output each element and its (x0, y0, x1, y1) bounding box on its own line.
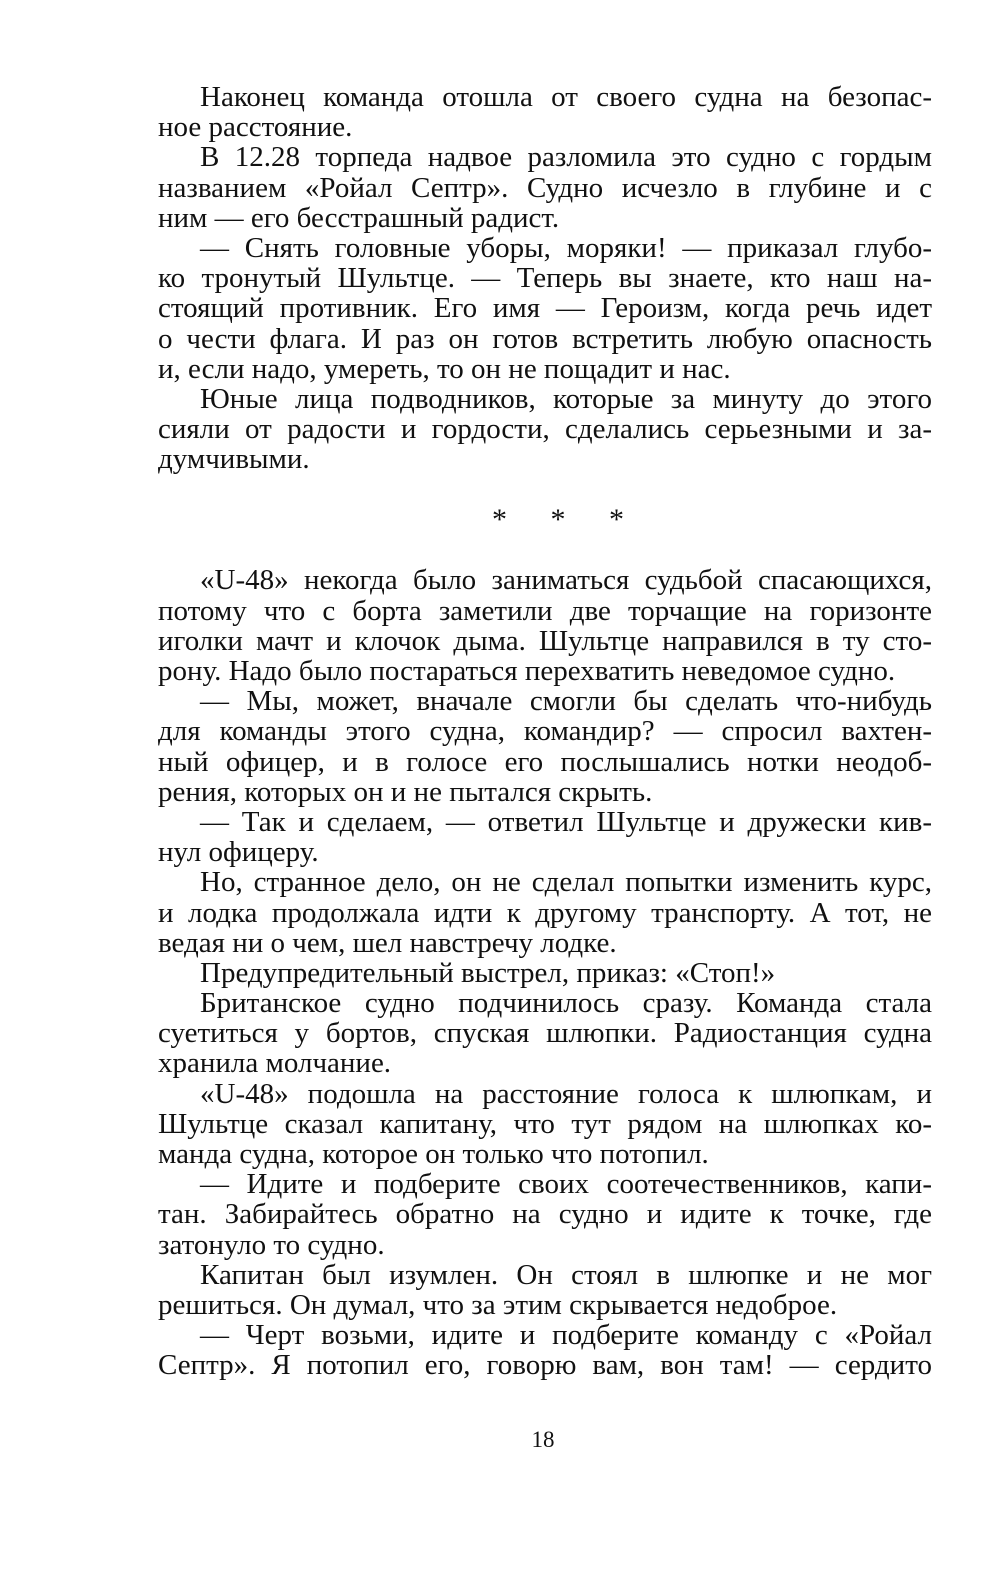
text-line: Шультце сказал капитану, что тут рядом на шлюпках ко- (158, 1107, 932, 1140)
text-line: названием «Ройал Септр». Судно исчезло в глубине и с (158, 171, 932, 204)
paragraph (158, 686, 932, 807)
paragraph (158, 988, 932, 1079)
text-line: манда судна, которое он только что потопил. (158, 1138, 709, 1170)
text-line: и, если надо, умереть, то он не пощадит и нас. (158, 352, 731, 385)
text-line: Британское судно подчинилось сразу. Команда стала (200, 987, 932, 1020)
page-number: 18 (531, 1427, 555, 1452)
text-line: В 12.28 торпеда надвое разломила это судно с гордым (200, 141, 932, 174)
paragraph (158, 142, 932, 233)
text-line: для команды этого судна, командир? — спросил вахтен- (158, 715, 932, 748)
paragraph (158, 807, 932, 867)
text-line: суетиться у бортов, спуская шлюпки. Радиостанция судна (158, 1017, 932, 1050)
text-line: Септр». Я потопил его, говорю вам, вон там! — сердито (158, 1349, 932, 1382)
text-line: «U-48» подошла на расстояние голоса к шлюпкам, и (200, 1077, 932, 1110)
text-line: сияли от радости и гордости, сделались серьезными и за- (158, 413, 932, 446)
text-line: Предупредительный выстрел, приказ: «Стоп!» (200, 956, 776, 989)
paragraph (158, 1320, 932, 1380)
text-line: затонуло то судно. (158, 1228, 385, 1261)
text-line: — Черт возьми, идите и подберите команду с «Ройал (200, 1319, 932, 1352)
section-divider-asterisks: * * * (492, 503, 642, 537)
paragraph (158, 1079, 932, 1170)
text-line: рону. Надо было постараться перехватить неведомое судно. (158, 655, 896, 687)
text-line: рения, которых он и не пытался скрыть. (158, 775, 653, 808)
text-line: хранила молчание. (158, 1047, 392, 1080)
text-line: — Идите и подберите своих соотечественников, капи- (200, 1168, 932, 1201)
text-line: о чести флага. И раз он готов встретить любую опасность (158, 322, 932, 355)
text-line: нул офицеру. (158, 836, 319, 869)
text-line: потому что с борта заметили две торчащие на горизонте (158, 594, 932, 627)
paragraph (158, 565, 932, 686)
book-page (158, 82, 932, 1381)
text-line: Но, странное дело, он не сделал попытки изменить курс, (200, 866, 932, 899)
text-line: — Мы, может, вначале смогли бы сделать что-нибудь (200, 685, 932, 718)
text-line: ко тронутый Шультце. — Теперь вы знаете, кто наш на- (158, 262, 932, 295)
paragraph (158, 867, 932, 958)
text-line: тан. Забирайтесь обратно на судно и идите к точке, где (158, 1198, 932, 1231)
text-line: стоящий противник. Его имя — Героизм, когда речь идет (158, 292, 932, 325)
text-line: ное расстояние. (158, 111, 353, 144)
text-line: Юные лица подводников, которые за минуту до этого (200, 382, 932, 415)
text-line: «U-48» некогда было заниматься судьбой спасающихся, (200, 564, 932, 597)
paragraph (158, 384, 932, 475)
paragraph (158, 958, 932, 988)
text-line: Капитан был изумлен. Он стоял в шлюпке и не мог (200, 1258, 932, 1291)
text-line: думчивыми. (158, 443, 310, 476)
text-line: и лодка продолжала идти к другому транспорту. А тот, не (158, 896, 932, 929)
text-line: ный офицер, и в голосе его послышались нотки неодоб- (158, 745, 932, 778)
paragraph (158, 82, 932, 142)
text-line: — Так и сделаем, — ответил Шультце и дружески кив- (200, 805, 932, 838)
text-section-before-divider (158, 82, 932, 474)
text-line: решиться. Он думал, что за этим скрывается недоброе. (158, 1288, 838, 1321)
text-line: иголки мачт и клочок дыма. Шультце направился в ту сто- (158, 624, 932, 657)
text-line: Наконец команда отошла от своего судна на безопас- (200, 81, 932, 113)
paragraph (158, 233, 932, 384)
text-section-after-divider (158, 565, 932, 1380)
text-line: — Снять головные уборы, моряки! — приказал глубо- (200, 231, 932, 264)
paragraph (158, 1260, 932, 1320)
text-line: ним — его бесстрашный радист. (158, 201, 560, 234)
paragraph (158, 1169, 932, 1260)
text-line: ведая ни о чем, шел навстречу лодке. (158, 926, 617, 959)
